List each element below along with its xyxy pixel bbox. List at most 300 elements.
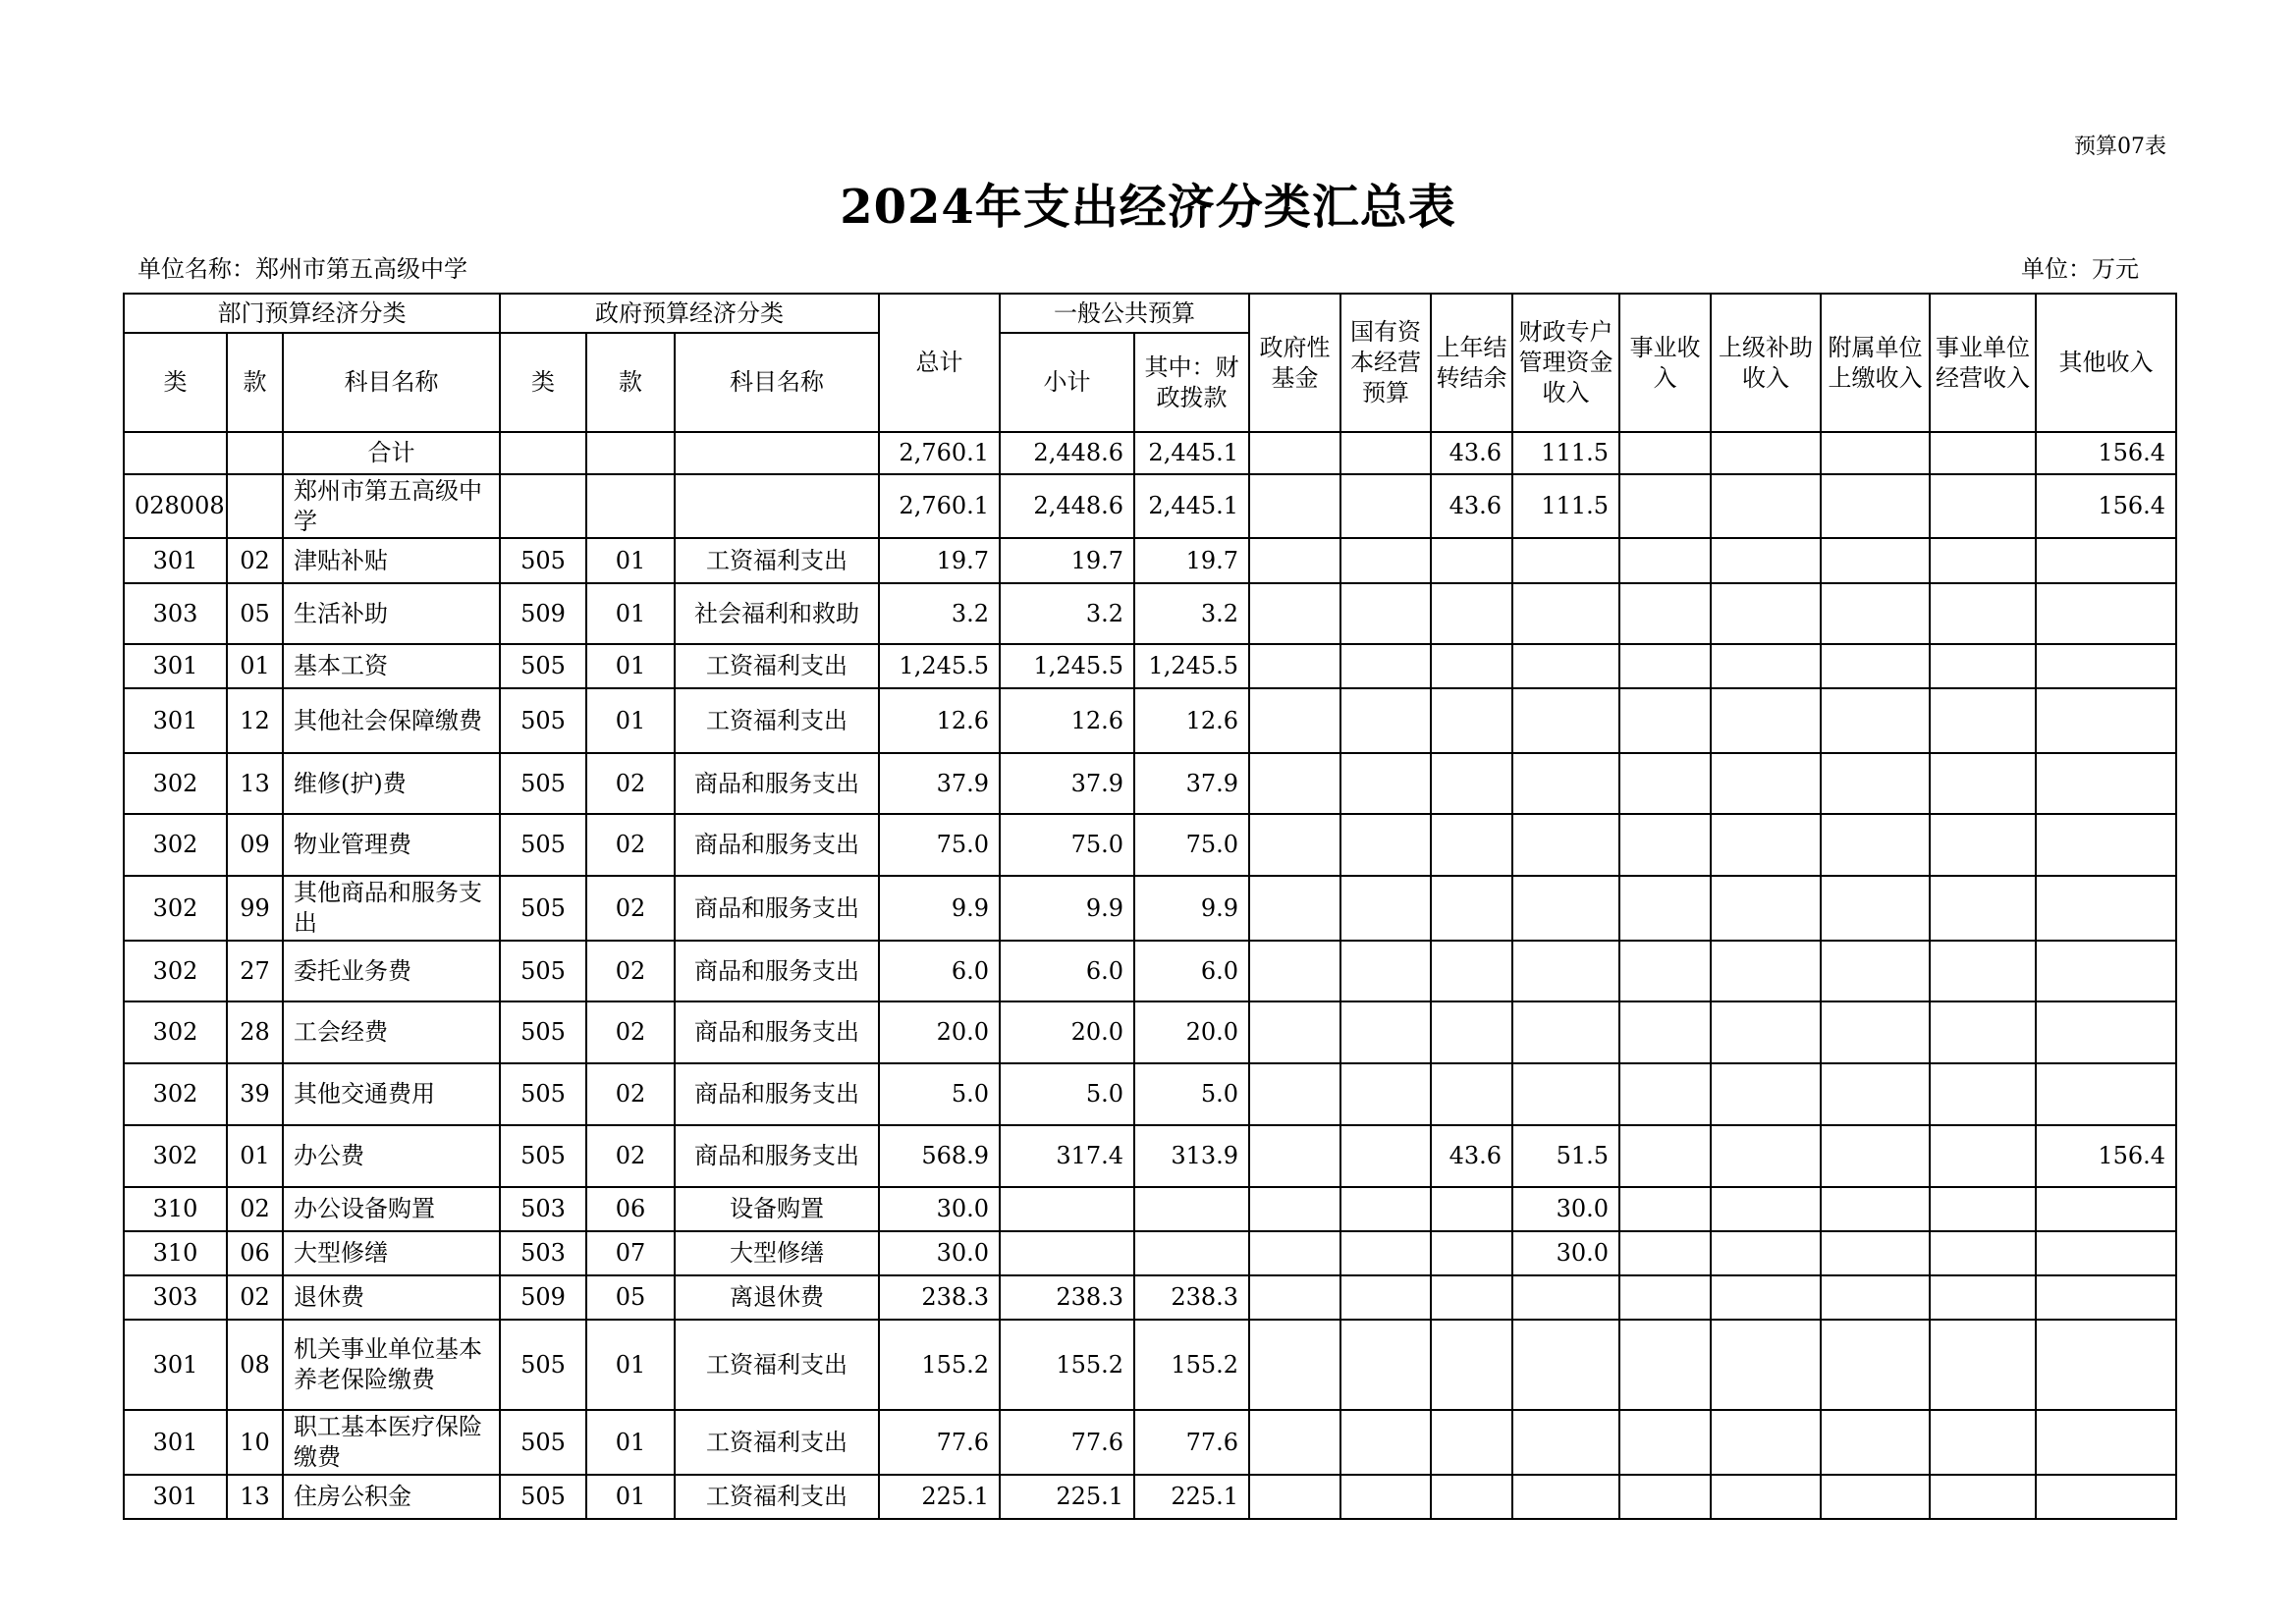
cell-subtotal: 3.2: [1000, 583, 1134, 644]
cell-operating: [1930, 1320, 2036, 1410]
cell-state-capital: [1340, 1187, 1431, 1231]
cell-state-capital: [1340, 941, 1431, 1001]
cell-gov-lei: 503: [500, 1187, 586, 1231]
header-general-group: 一般公共预算: [1000, 294, 1249, 333]
cell-gov-kuan: [586, 474, 675, 538]
table-row: [124, 474, 2176, 538]
cell-state-capital: [1340, 474, 1431, 538]
cell-business: [1619, 1063, 1711, 1125]
table-row: [124, 753, 2176, 814]
cell-gov-kuan: 05: [586, 1275, 675, 1320]
cell-gov-kuan: 06: [586, 1187, 675, 1231]
cell-affiliated: [1821, 1275, 1930, 1320]
cell-business: [1619, 941, 1711, 1001]
cell-carry-over: [1431, 941, 1512, 1001]
cell-dept-item-name: 工会经费: [283, 1001, 500, 1063]
cell-business: [1619, 474, 1711, 538]
cell-fund: [1249, 1231, 1340, 1275]
cell-operating: [1930, 1063, 2036, 1125]
header-fund: 政府性基金: [1249, 294, 1340, 432]
cell-subtotal: 37.9: [1000, 753, 1134, 814]
cell-gov-item-name: 工资福利支出: [675, 1410, 879, 1475]
cell-dept-item-name: 合计: [283, 432, 500, 474]
cell-state-capital: [1340, 538, 1431, 583]
cell-dept-item-name: 机关事业单位基本养老保险缴费: [283, 1320, 500, 1410]
cell-gov-lei: 505: [500, 1063, 586, 1125]
header-dept-lei: 类: [124, 333, 227, 432]
cell-subtotal: 155.2: [1000, 1320, 1134, 1410]
cell-special-account: 111.5: [1512, 432, 1619, 474]
header-gov-group: 政府预算经济分类: [500, 294, 879, 333]
table-row: [124, 1063, 2176, 1125]
cell-superior: [1711, 1187, 1821, 1231]
cell-gov-lei: 505: [500, 1125, 586, 1187]
cell-affiliated: [1821, 583, 1930, 644]
cell-superior: [1711, 1475, 1821, 1519]
cell-operating: [1930, 1231, 2036, 1275]
cell-state-capital: [1340, 432, 1431, 474]
cell-gov-kuan: 07: [586, 1231, 675, 1275]
cell-fund: [1249, 432, 1340, 474]
cell-gov-lei: 505: [500, 1410, 586, 1475]
cell-subtotal: 6.0: [1000, 941, 1134, 1001]
cell-fund: [1249, 1475, 1340, 1519]
cell-superior: [1711, 941, 1821, 1001]
cell-total: 2,760.1: [879, 474, 1000, 538]
cell-subtotal: [1000, 1187, 1134, 1231]
cell-fiscal-allocation: 5.0: [1134, 1063, 1249, 1125]
cell-business: [1619, 583, 1711, 644]
cell-total: 37.9: [879, 753, 1000, 814]
cell-special-account: [1512, 688, 1619, 753]
cell-business: [1619, 1001, 1711, 1063]
table-row: [124, 1410, 2176, 1475]
cell-dept-lei: 302: [124, 941, 227, 1001]
cell-fiscal-allocation: 2,445.1: [1134, 432, 1249, 474]
cell-business: [1619, 1187, 1711, 1231]
cell-gov-lei: 505: [500, 753, 586, 814]
cell-dept-kuan: 06: [227, 1231, 283, 1275]
cell-dept-kuan: 08: [227, 1320, 283, 1410]
cell-gov-kuan: 02: [586, 1063, 675, 1125]
cell-other: [2036, 1320, 2176, 1410]
cell-gov-kuan: [586, 432, 675, 474]
cell-gov-lei: 505: [500, 1001, 586, 1063]
cell-gov-kuan: 02: [586, 753, 675, 814]
cell-gov-kuan: 02: [586, 1125, 675, 1187]
cell-gov-item-name: 工资福利支出: [675, 644, 879, 688]
header-gov-kuan: 款: [586, 333, 675, 432]
cell-state-capital: [1340, 1231, 1431, 1275]
cell-dept-lei: 301: [124, 1475, 227, 1519]
cell-operating: [1930, 1410, 2036, 1475]
cell-gov-kuan: 01: [586, 1320, 675, 1410]
cell-special-account: [1512, 583, 1619, 644]
cell-fiscal-allocation: 6.0: [1134, 941, 1249, 1001]
table-body: [124, 432, 2176, 1519]
cell-gov-lei: 505: [500, 538, 586, 583]
cell-affiliated: [1821, 644, 1930, 688]
cell-fund: [1249, 1275, 1340, 1320]
header-dept-kuan: 款: [227, 333, 283, 432]
cell-dept-kuan: 09: [227, 814, 283, 876]
cell-dept-lei: 302: [124, 814, 227, 876]
cell-dept-kuan: [227, 432, 283, 474]
cell-gov-kuan: 02: [586, 876, 675, 941]
cell-fiscal-allocation: 225.1: [1134, 1475, 1249, 1519]
cell-gov-lei: 505: [500, 941, 586, 1001]
cell-total: 238.3: [879, 1275, 1000, 1320]
cell-fund: [1249, 941, 1340, 1001]
cell-operating: [1930, 1275, 2036, 1320]
cell-other: [2036, 1063, 2176, 1125]
cell-superior: [1711, 1320, 1821, 1410]
header-gov-item-name: 科目名称: [675, 333, 879, 432]
cell-dept-kuan: 13: [227, 1475, 283, 1519]
cell-dept-kuan: 99: [227, 876, 283, 941]
cell-dept-item-name: 维修(护)费: [283, 753, 500, 814]
cell-superior: [1711, 432, 1821, 474]
cell-dept-item-name: 郑州市第五高级中学: [283, 474, 500, 538]
cell-fund: [1249, 583, 1340, 644]
cell-dept-item-name: 住房公积金: [283, 1475, 500, 1519]
cell-carry-over: 43.6: [1431, 474, 1512, 538]
cell-dept-item-name: 办公费: [283, 1125, 500, 1187]
cell-fiscal-allocation: 20.0: [1134, 1001, 1249, 1063]
cell-subtotal: 19.7: [1000, 538, 1134, 583]
cell-gov-item-name: 商品和服务支出: [675, 941, 879, 1001]
table-row: [124, 1320, 2176, 1410]
cell-affiliated: [1821, 474, 1930, 538]
cell-gov-item-name: [675, 474, 879, 538]
cell-dept-lei: 302: [124, 753, 227, 814]
header-special-account: 财政专户管理资金收入: [1512, 294, 1619, 432]
cell-fiscal-allocation: 12.6: [1134, 688, 1249, 753]
cell-gov-item-name: 工资福利支出: [675, 538, 879, 583]
header-gov-lei: 类: [500, 333, 586, 432]
cell-business: [1619, 1275, 1711, 1320]
cell-dept-lei: 028008: [124, 474, 227, 538]
cell-affiliated: [1821, 1125, 1930, 1187]
cell-carry-over: 43.6: [1431, 432, 1512, 474]
cell-special-account: 30.0: [1512, 1231, 1619, 1275]
cell-subtotal: 12.6: [1000, 688, 1134, 753]
cell-total: 1,245.5: [879, 644, 1000, 688]
cell-total: 77.6: [879, 1410, 1000, 1475]
cell-subtotal: 2,448.6: [1000, 474, 1134, 538]
cell-total: 75.0: [879, 814, 1000, 876]
cell-dept-item-name: 其他交通费用: [283, 1063, 500, 1125]
cell-fiscal-allocation: 3.2: [1134, 583, 1249, 644]
cell-operating: [1930, 814, 2036, 876]
header-row-1: [124, 294, 2176, 333]
cell-carry-over: [1431, 1231, 1512, 1275]
cell-superior: [1711, 1231, 1821, 1275]
cell-dept-item-name: 基本工资: [283, 644, 500, 688]
cell-superior: [1711, 583, 1821, 644]
cell-carry-over: [1431, 688, 1512, 753]
cell-dept-kuan: 28: [227, 1001, 283, 1063]
cell-carry-over: [1431, 583, 1512, 644]
cell-carry-over: [1431, 753, 1512, 814]
cell-operating: [1930, 1125, 2036, 1187]
table-row: [124, 876, 2176, 941]
cell-other: 156.4: [2036, 474, 2176, 538]
cell-superior: [1711, 538, 1821, 583]
cell-gov-lei: 503: [500, 1231, 586, 1275]
cell-special-account: 111.5: [1512, 474, 1619, 538]
cell-dept-lei: 301: [124, 1410, 227, 1475]
cell-superior: [1711, 688, 1821, 753]
cell-dept-lei: 302: [124, 876, 227, 941]
cell-carry-over: [1431, 1063, 1512, 1125]
cell-superior: [1711, 753, 1821, 814]
cell-dept-item-name: 其他商品和服务支出: [283, 876, 500, 941]
cell-subtotal: 238.3: [1000, 1275, 1134, 1320]
cell-total: 225.1: [879, 1475, 1000, 1519]
cell-dept-kuan: 02: [227, 538, 283, 583]
cell-dept-item-name: 津贴补贴: [283, 538, 500, 583]
cell-total: 30.0: [879, 1187, 1000, 1231]
cell-business: [1619, 538, 1711, 583]
cell-gov-kuan: 02: [586, 814, 675, 876]
cell-special-account: [1512, 538, 1619, 583]
cell-affiliated: [1821, 876, 1930, 941]
cell-business: [1619, 1320, 1711, 1410]
cell-affiliated: [1821, 1410, 1930, 1475]
unit-name-label: 单位名称：郑州市第五高级中学: [137, 255, 467, 283]
table-row: [124, 1001, 2176, 1063]
cell-gov-item-name: 商品和服务支出: [675, 1001, 879, 1063]
cell-subtotal: 9.9: [1000, 876, 1134, 941]
cell-state-capital: [1340, 753, 1431, 814]
cell-superior: [1711, 876, 1821, 941]
cell-gov-lei: 509: [500, 1275, 586, 1320]
header-of-which: 其中：财政拨款: [1134, 333, 1249, 432]
cell-special-account: [1512, 876, 1619, 941]
cell-total: 20.0: [879, 1001, 1000, 1063]
header-carry-over: 上年结转结余: [1431, 294, 1512, 432]
cell-operating: [1930, 1187, 2036, 1231]
cell-state-capital: [1340, 876, 1431, 941]
cell-dept-kuan: 02: [227, 1187, 283, 1231]
cell-dept-lei: [124, 432, 227, 474]
cell-subtotal: 2,448.6: [1000, 432, 1134, 474]
cell-gov-item-name: 商品和服务支出: [675, 876, 879, 941]
cell-business: [1619, 1125, 1711, 1187]
cell-operating: [1930, 753, 2036, 814]
cell-total: 12.6: [879, 688, 1000, 753]
cell-other: [2036, 1187, 2176, 1231]
cell-carry-over: [1431, 1410, 1512, 1475]
cell-fund: [1249, 538, 1340, 583]
expenditure-table: [123, 293, 2177, 1520]
cell-dept-item-name: 退休费: [283, 1275, 500, 1320]
cell-dept-kuan: 01: [227, 644, 283, 688]
cell-state-capital: [1340, 1475, 1431, 1519]
cell-subtotal: 20.0: [1000, 1001, 1134, 1063]
cell-other: [2036, 644, 2176, 688]
cell-superior: [1711, 644, 1821, 688]
cell-affiliated: [1821, 1320, 1930, 1410]
header-total: 总计: [879, 294, 1000, 432]
cell-fiscal-allocation: 19.7: [1134, 538, 1249, 583]
cell-fund: [1249, 474, 1340, 538]
cell-state-capital: [1340, 1275, 1431, 1320]
cell-state-capital: [1340, 1410, 1431, 1475]
header-business: 事业收入: [1619, 294, 1711, 432]
cell-operating: [1930, 583, 2036, 644]
cell-special-account: [1512, 1320, 1619, 1410]
cell-operating: [1930, 1475, 2036, 1519]
cell-operating: [1930, 644, 2036, 688]
cell-carry-over: [1431, 876, 1512, 941]
table-row: [124, 1475, 2176, 1519]
cell-dept-kuan: 10: [227, 1410, 283, 1475]
cell-subtotal: 225.1: [1000, 1475, 1134, 1519]
cell-gov-kuan: 01: [586, 1475, 675, 1519]
cell-affiliated: [1821, 941, 1930, 1001]
cell-gov-kuan: 01: [586, 538, 675, 583]
cell-gov-lei: 505: [500, 644, 586, 688]
cell-state-capital: [1340, 1001, 1431, 1063]
cell-carry-over: [1431, 1187, 1512, 1231]
cell-affiliated: [1821, 1001, 1930, 1063]
form-number: 预算07表: [2074, 135, 2166, 159]
cell-fund: [1249, 1410, 1340, 1475]
cell-dept-kuan: 12: [227, 688, 283, 753]
cell-superior: [1711, 1125, 1821, 1187]
cell-dept-kuan: [227, 474, 283, 538]
cell-dept-item-name: 职工基本医疗保险缴费: [283, 1410, 500, 1475]
cell-fiscal-allocation: [1134, 1187, 1249, 1231]
cell-superior: [1711, 1001, 1821, 1063]
cell-gov-item-name: [675, 432, 879, 474]
cell-subtotal: 5.0: [1000, 1063, 1134, 1125]
cell-total: 30.0: [879, 1231, 1000, 1275]
cell-special-account: [1512, 1001, 1619, 1063]
cell-other: [2036, 1001, 2176, 1063]
cell-other: [2036, 814, 2176, 876]
cell-dept-kuan: 39: [227, 1063, 283, 1125]
cell-total: 568.9: [879, 1125, 1000, 1187]
cell-other: [2036, 753, 2176, 814]
cell-dept-item-name: 其他社会保障缴费: [283, 688, 500, 753]
cell-dept-lei: 302: [124, 1063, 227, 1125]
header-other: 其他收入: [2036, 294, 2176, 432]
cell-other: [2036, 583, 2176, 644]
table-row: [124, 432, 2176, 474]
cell-total: 5.0: [879, 1063, 1000, 1125]
cell-gov-item-name: 商品和服务支出: [675, 814, 879, 876]
cell-gov-lei: 505: [500, 1475, 586, 1519]
cell-gov-item-name: 工资福利支出: [675, 688, 879, 753]
cell-special-account: [1512, 1410, 1619, 1475]
cell-operating: [1930, 876, 2036, 941]
cell-superior: [1711, 474, 1821, 538]
cell-fiscal-allocation: 75.0: [1134, 814, 1249, 876]
cell-other: [2036, 1410, 2176, 1475]
cell-operating: [1930, 941, 2036, 1001]
cell-operating: [1930, 474, 2036, 538]
cell-gov-item-name: 社会福利和救助: [675, 583, 879, 644]
cell-operating: [1930, 432, 2036, 474]
cell-other: [2036, 1275, 2176, 1320]
cell-subtotal: 77.6: [1000, 1410, 1134, 1475]
cell-special-account: 30.0: [1512, 1187, 1619, 1231]
cell-gov-lei: [500, 474, 586, 538]
cell-special-account: [1512, 753, 1619, 814]
cell-affiliated: [1821, 1475, 1930, 1519]
cell-gov-item-name: 大型修缮: [675, 1231, 879, 1275]
header-superior: 上级补助收入: [1711, 294, 1821, 432]
cell-dept-lei: 301: [124, 644, 227, 688]
cell-fund: [1249, 753, 1340, 814]
cell-dept-lei: 303: [124, 583, 227, 644]
cell-affiliated: [1821, 814, 1930, 876]
cell-superior: [1711, 1063, 1821, 1125]
cell-superior: [1711, 1275, 1821, 1320]
cell-affiliated: [1821, 538, 1930, 583]
header-dept-group: 部门预算经济分类: [124, 294, 500, 333]
cell-other: 156.4: [2036, 432, 2176, 474]
table-row: [124, 644, 2176, 688]
cell-gov-item-name: 离退休费: [675, 1275, 879, 1320]
cell-gov-item-name: 工资福利支出: [675, 1320, 879, 1410]
table-row: [124, 1231, 2176, 1275]
cell-gov-item-name: 商品和服务支出: [675, 1063, 879, 1125]
cell-fund: [1249, 876, 1340, 941]
cell-carry-over: [1431, 1320, 1512, 1410]
cell-gov-kuan: 02: [586, 941, 675, 1001]
cell-fund: [1249, 1063, 1340, 1125]
cell-affiliated: [1821, 688, 1930, 753]
cell-superior: [1711, 1410, 1821, 1475]
cell-carry-over: [1431, 1001, 1512, 1063]
cell-fund: [1249, 1125, 1340, 1187]
cell-affiliated: [1821, 432, 1930, 474]
cell-other: 156.4: [2036, 1125, 2176, 1187]
cell-subtotal: 1,245.5: [1000, 644, 1134, 688]
cell-affiliated: [1821, 1231, 1930, 1275]
cell-dept-lei: 302: [124, 1001, 227, 1063]
cell-fiscal-allocation: 1,245.5: [1134, 644, 1249, 688]
cell-dept-kuan: 02: [227, 1275, 283, 1320]
cell-dept-lei: 301: [124, 538, 227, 583]
cell-state-capital: [1340, 1125, 1431, 1187]
cell-subtotal: [1000, 1231, 1134, 1275]
cell-special-account: 51.5: [1512, 1125, 1619, 1187]
cell-business: [1619, 876, 1711, 941]
table-row: [124, 1125, 2176, 1187]
table-row: [124, 538, 2176, 583]
cell-fund: [1249, 1187, 1340, 1231]
cell-other: [2036, 1475, 2176, 1519]
header-affiliated: 附属单位上缴收入: [1821, 294, 1930, 432]
table-row: [124, 1275, 2176, 1320]
cell-dept-item-name: 生活补助: [283, 583, 500, 644]
cell-special-account: [1512, 941, 1619, 1001]
cell-fiscal-allocation: 9.9: [1134, 876, 1249, 941]
cell-other: [2036, 941, 2176, 1001]
cell-gov-item-name: 工资福利支出: [675, 1475, 879, 1519]
cell-gov-lei: 505: [500, 1320, 586, 1410]
cell-gov-lei: 505: [500, 814, 586, 876]
cell-business: [1619, 432, 1711, 474]
cell-operating: [1930, 688, 2036, 753]
cell-subtotal: 75.0: [1000, 814, 1134, 876]
cell-total: 155.2: [879, 1320, 1000, 1410]
